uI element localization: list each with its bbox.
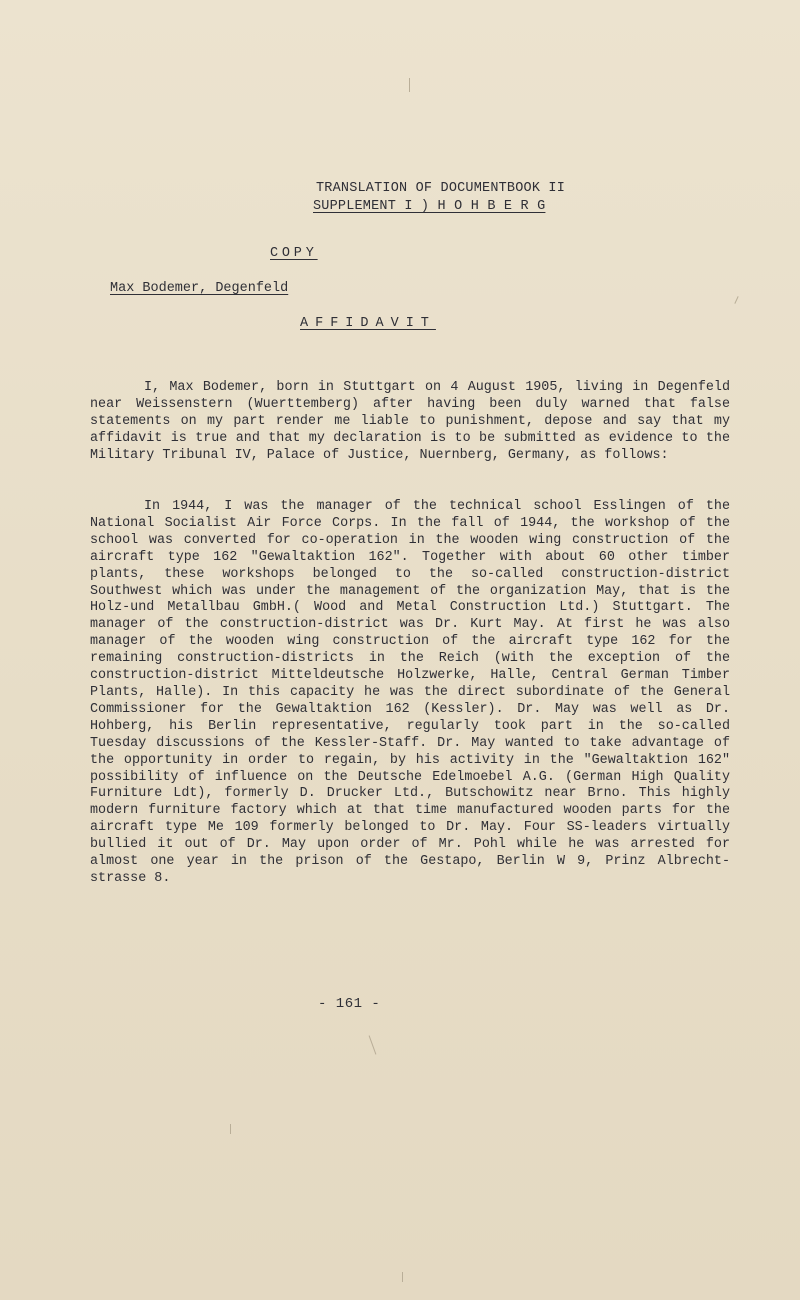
paper-mark [734, 296, 738, 304]
paper-mark [402, 1272, 403, 1282]
copy-label: COPY [270, 246, 318, 261]
paper-mark [230, 1124, 231, 1134]
supplement-header: SUPPLEMENT I ) H O H B E R G [313, 199, 546, 214]
affidavit-paragraph-intro: I, Max Bodemer, born in Stuttgart on 4 August 1905, living in Degenfeld near Weissenstern (Wuerttemberg) after having been duly warned that false statements on my part render me liable to punishment, depose and say that my affidavit is true and that my declaration is to be submitted as evidence to the Military Tribunal IV, Palace of Justice, Nuernberg, Germany, as follows: [90, 380, 730, 463]
document-title: AFFIDAVIT [300, 316, 436, 331]
translation-header: TRANSLATION OF DOCUMENTBOOK II [316, 181, 566, 196]
paper-mark [369, 1035, 377, 1054]
author-line: Max Bodemer, Degenfeld [110, 281, 289, 296]
paper-mark [409, 78, 410, 92]
affidavit-paragraph-body: In 1944, I was the manager of the technical school Esslingen of the National Socialist Air Force Corps. In the fall of 1944, the workshop of the school was converted for co-operation in the wooden wing construction of the aircraft type 162 "Gewaltaktion 162". Together with about 60 other timber plants, these workshops belonged to the so-called construction-district Southwest which was under the management of the organization May, that is the Holz-und Metallbau GmbH.( Wood and Metal Construction Ltd.) Stuttgart. The manager of the construction-district was Dr. Kurt May. At first he was also manager of the wooden wing construction of the aircraft type 162 for the remaining construction-districts in the Reich (with the exception of the construction-district Mitteldeutsche Holzwerke, Halle, Central German Timber Plants, Halle). In this capacity he was the direct subordinate of the General Commissioner for the Gewaltaktion 162 (Kessler). Dr. May was well as Dr. Hohberg, his Berlin representative, regularly took part in the so-called Tuesday discussions of the Kessler-Staff. Dr. May wanted to take advantage of the opportunity in order to regain, by his activity in the "Gewaltaktion 162" possibility of influence on the Deutsche Edelmoebel A.G. (German High Quality Furniture Ldt), formerly D. Drucker Ltd., Butschowitz near Brno. This highly modern furniture factory which at that time manufactured wooden parts for the aircraft type Me 109 formerly belonged to Dr. May. Four SS-leaders virtually bullied it out of Dr. May upon order of Mr. Pohl while he was arrested for almost one year in the prison of the Gestapo, Berlin W 9, Prinz Albrecht-strasse 8. [90, 499, 730, 886]
page-number: - 161 - [318, 996, 381, 1012]
